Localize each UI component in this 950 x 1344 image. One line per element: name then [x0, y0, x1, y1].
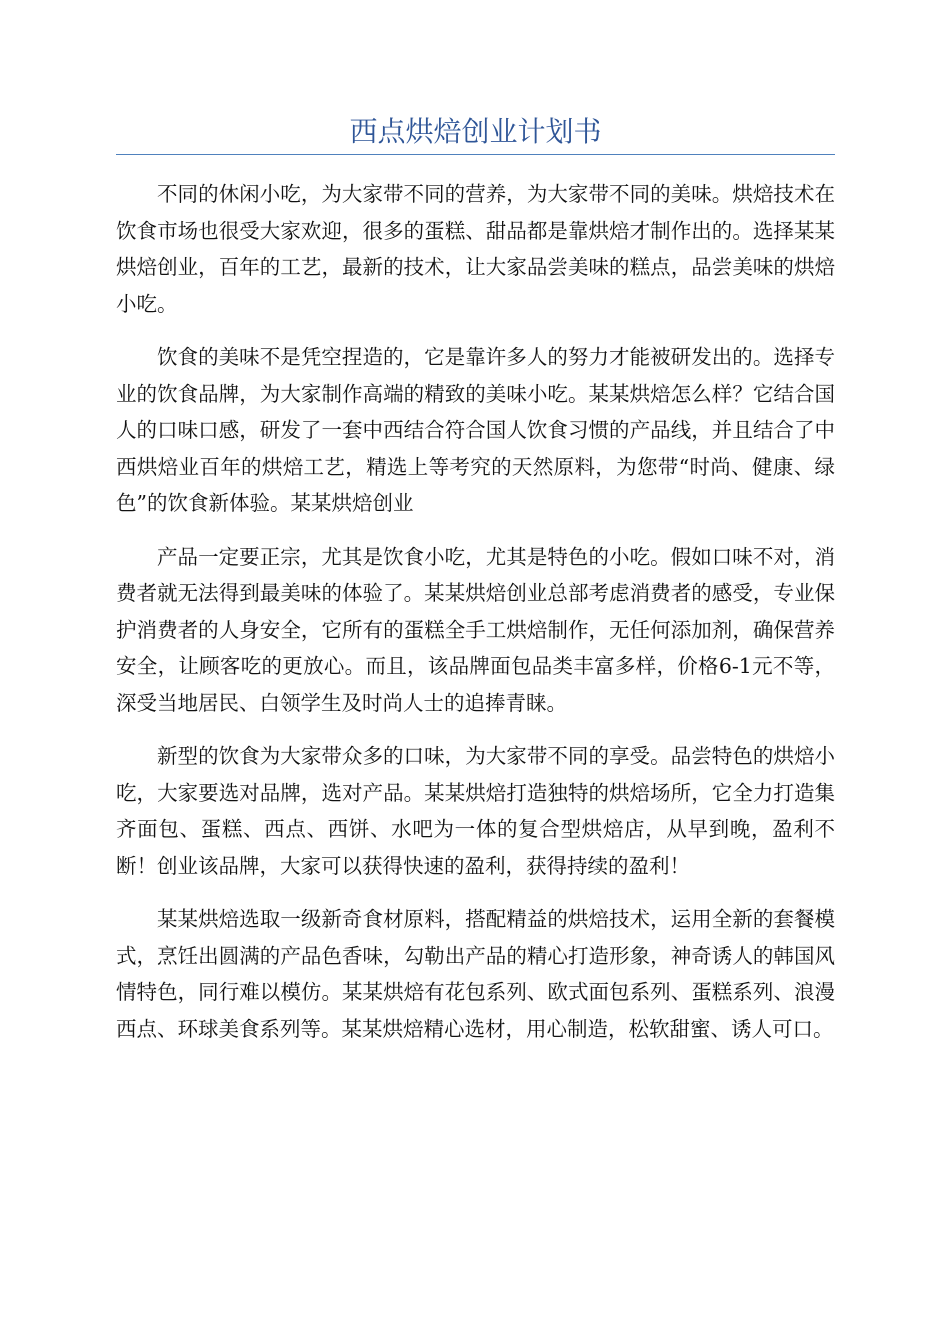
paragraph-1: 不同的休闲小吃，为大家带不同的营养，为大家带不同的美味。烘焙技术在饮食市场也很受大家欢迎，很多的蛋糕、甜品都是靠烘焙才制作出的。选择某某烘焙创业，百年的工艺，最新的技术，让大家品尝美味的糕点，品尝美味的烘焙小吃。 [116, 182, 835, 316]
paragraph-2: 饮食的美味不是凭空捏造的，它是靠许多人的努力才能被研发出的。选择专业的饮食品牌，为大家制作高端的精致的美味小吃。某某烘焙怎么样？它结合国人的口味口感，研发了一套中西结合符合国人饮食习惯的产品线，并且结合了中西烘焙业百年的烘焙工艺，精选上等考究的天然原料，为您带“时尚、健康、绿色”的饮食新体验。某某烘焙创业 [116, 345, 835, 515]
title-underline [116, 154, 835, 155]
document-title: 西点烘焙创业计划书 [349, 115, 602, 148]
document-body [116, 176, 835, 1064]
paragraph-5: 某某烘焙选取一级新奇食材原料，搭配精益的烘焙技术，运用全新的套餐模式，烹饪出圆满的产品色香味，勾勒出产品的精心打造形象，神奇诱人的韩国风情特色，同行难以模仿。某某烘焙有花包系列、欧式面包系列、蛋糕系列、浪漫西点、环球美食系列等。某某烘焙精心选材，用心制造，松软甜蜜、诱人可口。 [116, 907, 835, 1041]
paragraph-4: 新型的饮食为大家带众多的口味，为大家带不同的享受。品尝特色的烘焙小吃，大家要选对品牌，选对产品。某某烘焙打造独特的烘焙场所，它全力打造集齐面包、蛋糕、西点、西饼、水吧为一体的复合型烘焙店，从早到晚，盈利不断！创业该品牌，大家可以获得快速的盈利，获得持续的盈利！ [116, 744, 835, 878]
paragraph-3: 产品一定要正宗，尤其是饮食小吃，尤其是特色的小吃。假如口味不对，消费者就无法得到最美味的体验了。某某烘焙创业总部考虑消费者的感受，专业保护消费者的人身安全，它所有的蛋糕全手工烘焙制作，无任何添加剂，确保营养安全，让顾客吃的更放心。而且，该品牌面包品类丰富多样，价格6-1元不等，深受当地居民、白领学生及时尚人士的追捧青睐。 [116, 544, 835, 715]
